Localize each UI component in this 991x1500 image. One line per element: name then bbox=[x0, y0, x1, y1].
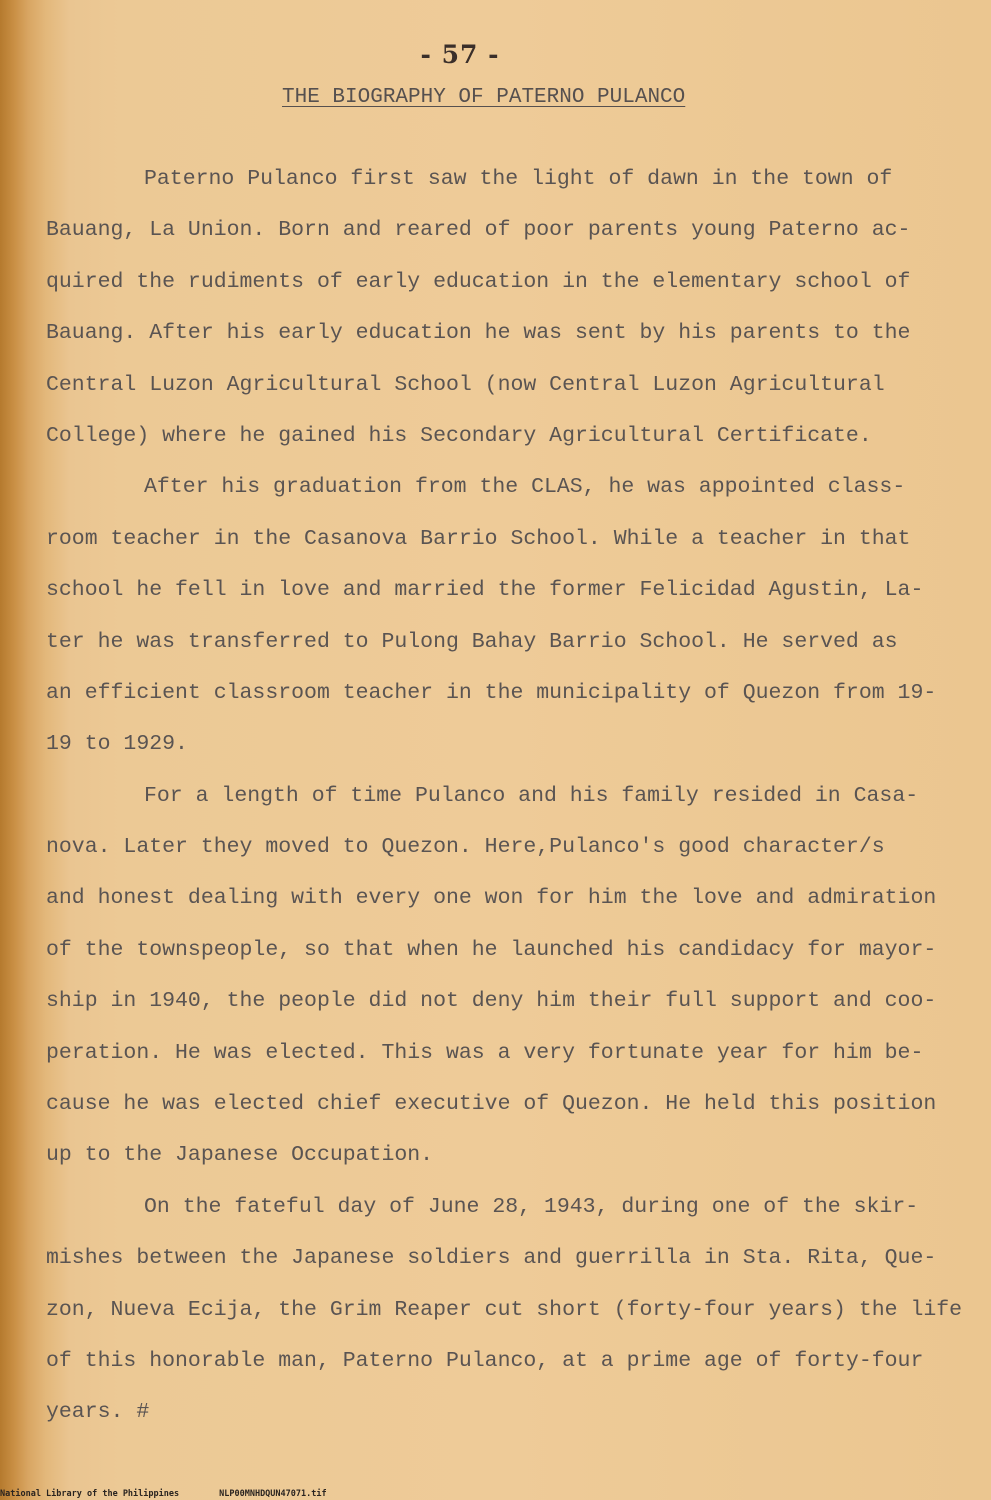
text-line: quired the rudiments of early education in the elementary school of bbox=[46, 269, 911, 294]
text-line: school he fell in love and married the former Felicidad Agustin, La- bbox=[46, 578, 924, 603]
text-line: mishes between the Japanese soldiers and guerrilla in Sta. Rita, Que- bbox=[46, 1246, 937, 1271]
text-line: ship in 1940, the people did not deny him their full support and coo- bbox=[46, 989, 937, 1014]
footer-source: National Library of the Philippines bbox=[0, 1489, 180, 1499]
text-line: For a length of time Pulanco and his family resided in Casa- bbox=[144, 783, 919, 808]
page-number: - 57 - bbox=[420, 40, 500, 69]
text-line: Paterno Pulanco first saw the light of dawn in the town of bbox=[144, 167, 893, 191]
text-line: Bauang, La Union. Born and reared of poor parents young Paterno ac- bbox=[46, 218, 911, 243]
text-line: Central Luzon Agricultural School (now Central Luzon Agricultural bbox=[46, 372, 885, 397]
scan-footer bbox=[0, 1489, 327, 1499]
text-line: an efficient classroom teacher in the municipality of Quezon from 19- bbox=[46, 680, 937, 705]
text-line: After his graduation from the CLAS, he was appointed class- bbox=[144, 475, 906, 500]
text-line: of the townspeople, so that when he launched his candidacy for mayor- bbox=[46, 937, 937, 962]
text-line: 19 to 1929. bbox=[46, 732, 188, 757]
text-line: College) where he gained his Secondary Agricultural Certificate. bbox=[46, 423, 872, 448]
footer-filename: NLP00MNHDQUN47071.tif bbox=[219, 1489, 327, 1499]
text-line: ter he was transferred to Pulong Bahay Barrio School. He served as bbox=[46, 629, 898, 654]
text-line: Bauang. After his early education he was sent by his parents to the bbox=[46, 321, 911, 346]
document-title: THE BIOGRAPHY OF PATERNO PULANCO bbox=[282, 86, 686, 109]
text-line: On the fateful day of June 28, 1943, during one of the skir- bbox=[144, 1194, 919, 1219]
biography-body bbox=[46, 154, 963, 1439]
text-line: room teacher in the Casanova Barrio School. While a teacher in that bbox=[46, 526, 911, 551]
text-line: up to the Japanese Occupation. bbox=[46, 1143, 434, 1168]
text-line: peration. He was elected. This was a very fortunate year for him be- bbox=[46, 1040, 924, 1065]
text-line: and honest dealing with every one won for him the love and admiration bbox=[46, 886, 937, 911]
text-line: zon, Nueva Ecija, the Grim Reaper cut short (forty-four years) the life bbox=[46, 1297, 963, 1322]
text-line: of this honorable man, Paterno Pulanco, at a prime age of forty-four bbox=[46, 1348, 924, 1373]
text-line: nova. Later they moved to Quezon. Here,Pulanco's good character/s bbox=[46, 835, 885, 860]
text-line: years. # bbox=[46, 1400, 150, 1425]
text-line: cause he was elected chief executive of Quezon. He held this position bbox=[46, 1092, 937, 1117]
